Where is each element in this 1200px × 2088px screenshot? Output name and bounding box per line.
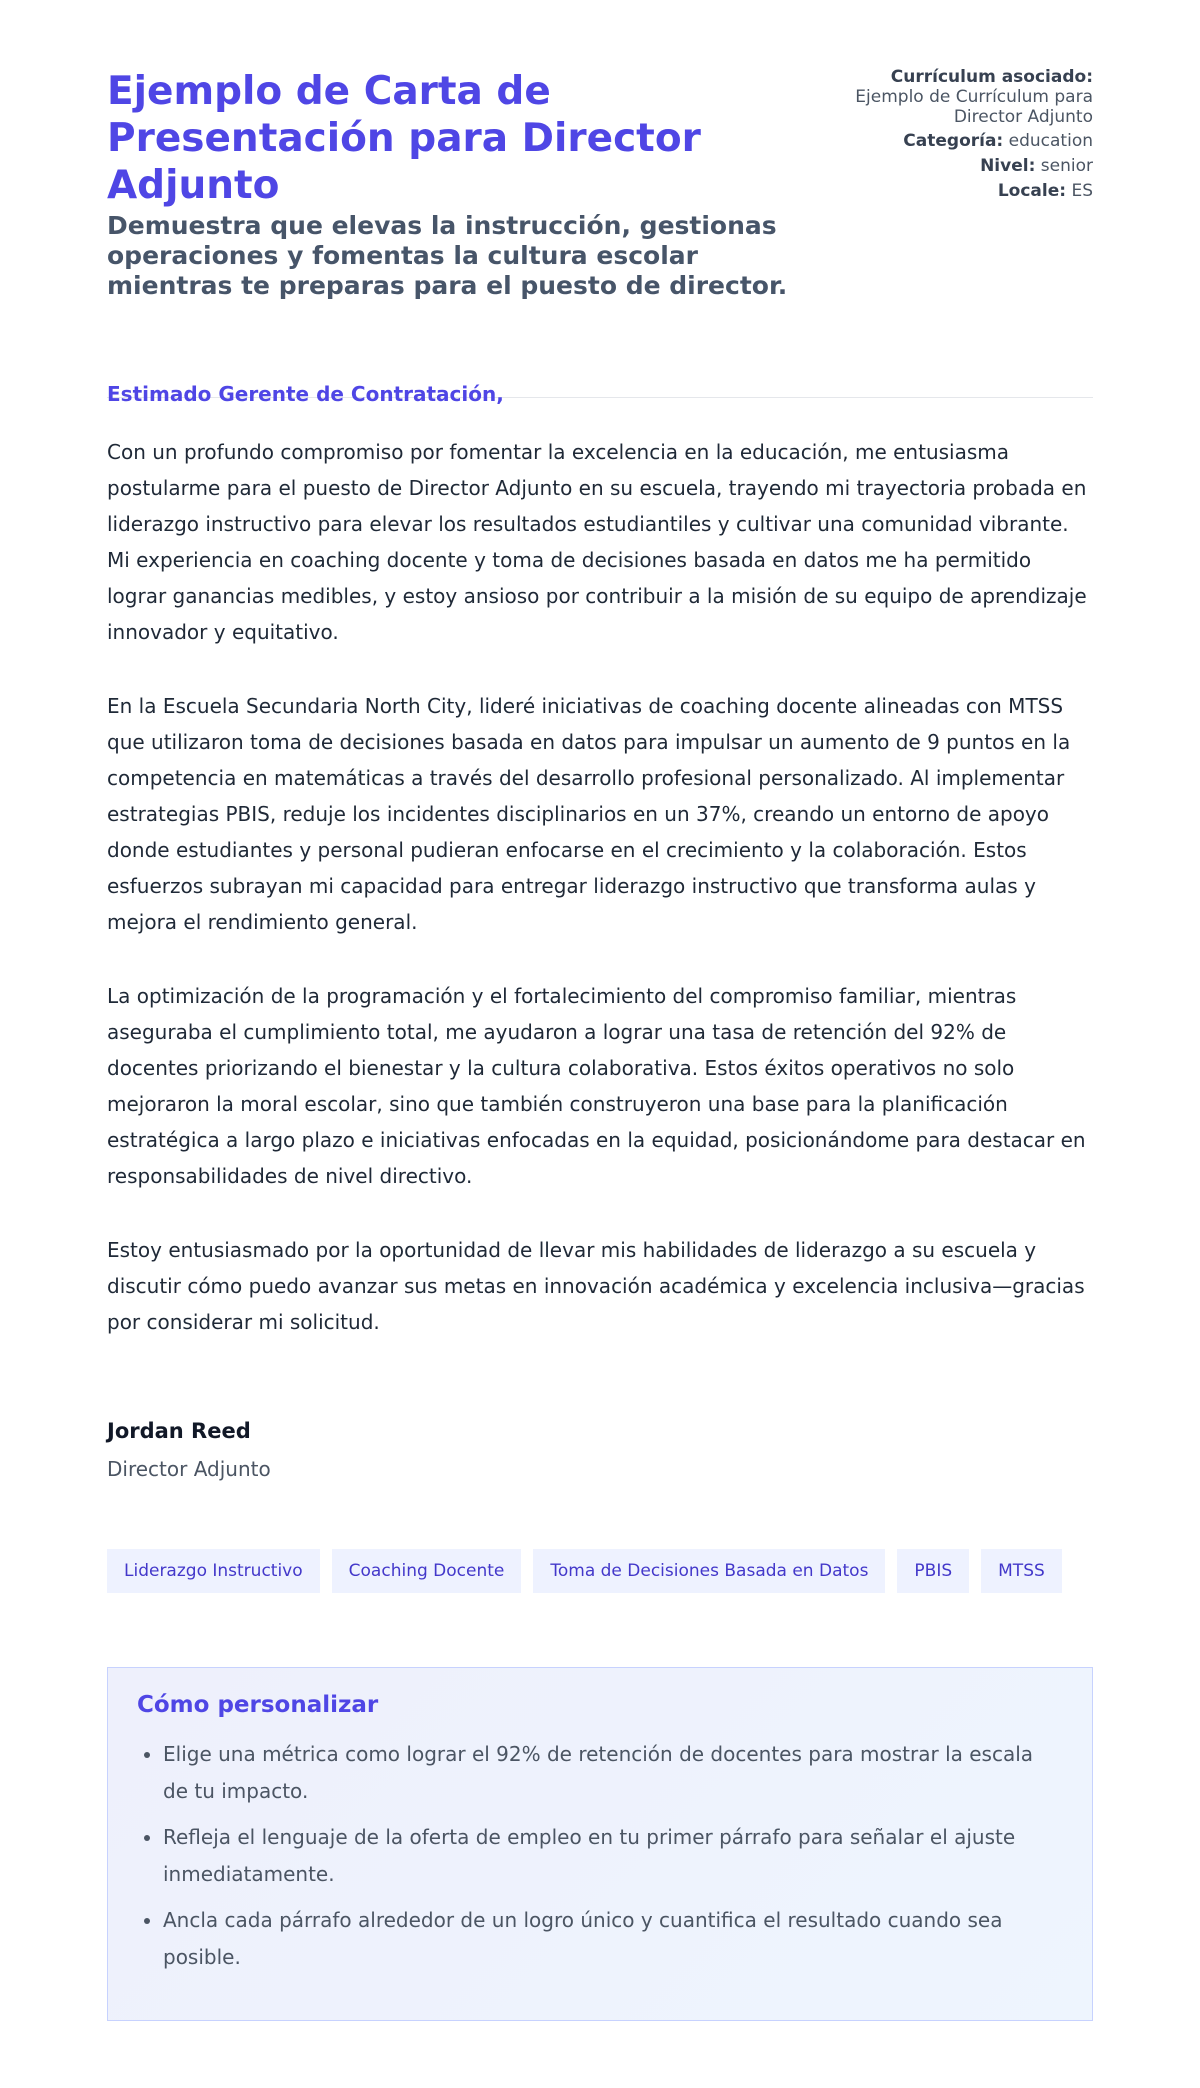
meta-level-value: senior	[1040, 156, 1093, 176]
skill-tag[interactable]: Toma de Decisiones Basada en Datos	[533, 1549, 885, 1593]
meta-locale	[833, 181, 1093, 201]
tips-item: • Elige una métrica como lograr el 92% de retención de docentes para mostrar la escala de tu impacto.	[163, 1736, 1063, 1810]
skill-tag[interactable]: Liderazgo Instructivo	[107, 1549, 320, 1593]
letter-paragraph: La optimización de la programación y el fortalecimiento del compromiso familiar, mientras aseguraba el cumplimiento total, me ayudaron a lograr una tasa de retención del 92% de docentes priorizando el bienestar y la cultura colaborativa. Estos éxitos operativos no solo mejoraron la moral escolar, sino que también construyeron una base para la planificación estratégica a largo plazo e iniciativas enfocadas en la equidad, posicionándome para destacar en responsabilidades de nivel directivo.	[107, 984, 1086, 1188]
signature-block	[107, 1416, 1093, 1484]
skill-tag[interactable]: PBIS	[897, 1549, 969, 1593]
page-header	[107, 0, 1093, 300]
meta-category-label: Categoría:	[903, 131, 1004, 151]
page-title: Ejemplo de Carta de Presentación para Director Adjunto	[107, 69, 701, 208]
tips-item: • Ancla cada párrafo alrededor de un logro único y cuantifica el resultado cuando sea posible.	[163, 1902, 1063, 1976]
letter-paragraph: Estoy entusiasmado por la oportunidad de llevar mis habilidades de liderazgo a su escuela y discutir cómo puedo avanzar sus metas en innovación académica y excelencia inclusiva—gracias por considerar mi solicitud.	[107, 1238, 1085, 1334]
meta-category	[833, 131, 1093, 151]
page-subtitle: Demuestra que elevas la instrucción, gestionas operaciones y fomentas la cultura escolar mientras te preparas para el puesto de director.	[107, 211, 788, 300]
letter-greeting: Estimado Gerente de Contratación,	[107, 382, 504, 406]
meta-locale-value: ES	[1071, 181, 1093, 201]
meta-resume-link[interactable]: Ejemplo de Currículum para Director Adjunto	[855, 87, 1093, 127]
skill-tags	[107, 1549, 1062, 1593]
meta-level-label: Nivel:	[980, 156, 1036, 176]
signature-role: Director Adjunto	[107, 1457, 271, 1481]
meta-resume-label: Currículum asociado:	[890, 67, 1093, 87]
tips-title: Cómo personalizar	[137, 1692, 379, 1718]
meta-resume	[833, 67, 1093, 127]
tips-list	[137, 1736, 1063, 1976]
letter-paragraph: En la Escuela Secundaria North City, lideré iniciativas de coaching docente alineadas con MTSS que utilizaron toma de decisiones basada en datos para impulsar un aumento de 9 puntos en la competencia en matemáticas a través del desarrollo profesional personalizado. Al implementar estrategias PBIS, reduje los incidentes disciplinarios en un 37%, creando un entorno de apoyo donde estudiantes y personal pudieran enfocarse en el crecimiento y la colaboración. Estos esfuerzos subrayan mi capacidad para entregar liderazgo instructivo que transforma aulas y mejora el rendimiento general.	[107, 694, 1071, 934]
tips-item: • Refleja el lenguaje de la oferta de empleo en tu primer párrafo para señalar el ajuste inmediatamente.	[163, 1819, 1063, 1893]
meta-locale-label: Locale:	[997, 181, 1067, 201]
meta-panel	[833, 67, 1093, 206]
skill-tag[interactable]: MTSS	[981, 1549, 1062, 1593]
meta-level	[833, 156, 1093, 176]
customize-tips-box	[107, 1667, 1093, 2021]
letter-body	[107, 378, 1093, 1484]
signature-name: Jordan Reed	[107, 1419, 251, 1443]
skill-tag[interactable]: Coaching Docente	[332, 1549, 522, 1593]
letter-paragraph: Con un profundo compromiso por fomentar la excelencia en la educación, me entusiasma postularme para el puesto de Director Adjunto en su escuela, trayendo mi trayectoria probada en liderazgo instructivo para elevar los resultados estudiantiles y cultivar una comunidad vibrante. Mi experiencia en coaching docente y toma de decisiones basada en datos me ha permitido lograr ganancias medibles, y estoy ansioso por contribuir a la misión de su equipo de aprendizaje innovador y equitativo.	[107, 440, 1087, 644]
meta-category-value: education	[1008, 131, 1093, 151]
